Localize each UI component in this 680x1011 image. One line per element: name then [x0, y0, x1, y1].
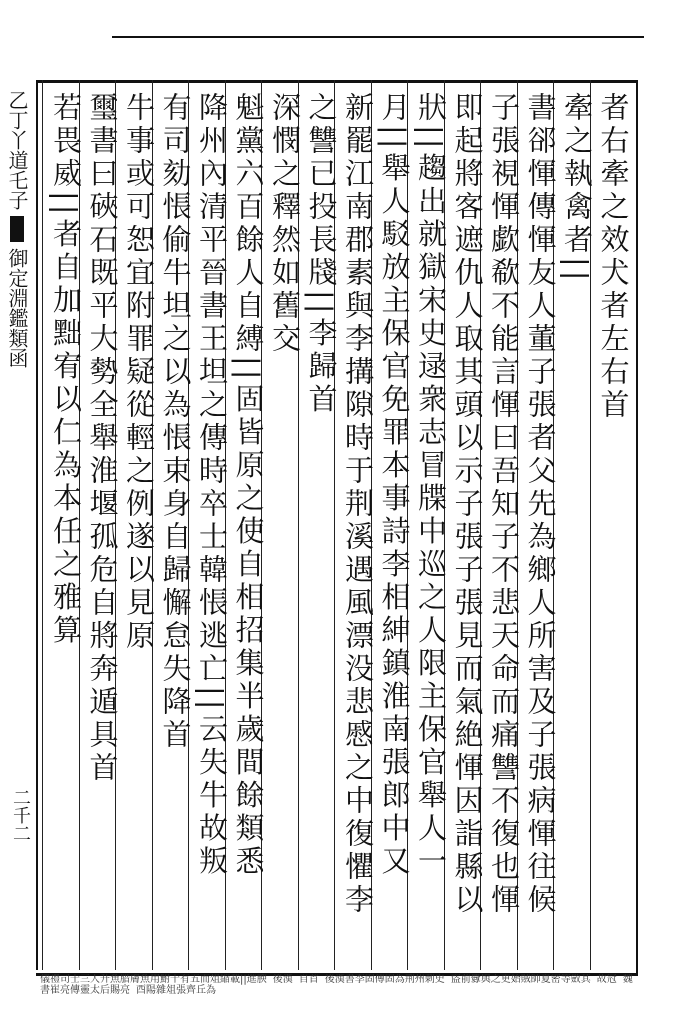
- inline-note: 儀禮司士三人升魚腊膚魚用鮒十有五而俎縮載||進腴: [40, 974, 267, 985]
- page-left-edge: [36, 80, 38, 970]
- column-text: 書郤惲傳惲友人董子張者父先為鄉人所害及子張病惲往候: [523, 92, 558, 917]
- column-text: 狀||趨出就獄宋史逯衆志冒牒中巡之人限主保官舉人一: [414, 92, 448, 879]
- inline-note: 故冠: [596, 974, 617, 985]
- column-text: 牽之執禽者||: [560, 92, 594, 285]
- column-text: 者右牽之效犬者左右首: [596, 92, 631, 422]
- spine-fishtail-mark: [10, 216, 24, 242]
- column-text: 牛事或可恕宜附罪疑從輕之例遂以見原: [122, 92, 156, 653]
- column-text: 新罷江南郡素與李搆隙時于荆溪遇風漂没悲慼之中復懼李: [341, 92, 375, 917]
- inline-note: 自首: [298, 974, 319, 985]
- inline-note: 酉陽雜俎張齊丘為: [136, 985, 216, 996]
- column-text: 降州內清平晉書王坦之傳時卒士韓悵逃亡||云失牛故叛: [195, 92, 229, 879]
- spine-title: 御定淵鑑類函: [5, 248, 29, 368]
- inline-note: 盜前釁與之更始賊帥夏密等斂其: [450, 974, 591, 985]
- column-text: 即起將客遮仇人取其頭以示子張子張見而氣絶惲因詣縣以: [450, 92, 485, 917]
- column-text: 深憫之釋然如舊交: [268, 92, 302, 356]
- book-spine: [2, 90, 32, 630]
- inline-notes: [40, 974, 640, 1008]
- column-text: 有司劾悵偷牛坦之以為悵束身自歸懈怠失降首: [158, 92, 193, 752]
- inline-note: 後漢: [272, 974, 293, 985]
- column-text: 月||舉人駁放主保官免罪本事詩李相紳鎮淮南張郎中又: [377, 92, 412, 879]
- inline-note: 魏書崔亮傳靈太后賜亮: [40, 974, 633, 996]
- column-text: 之讐已投長牋||李歸首: [304, 92, 339, 417]
- column-text: 若畏威||者自加黜宥以仁為本任之雅算: [49, 92, 83, 648]
- column-text: 魁黨六百餘人自縛||固皆原之使自相招集半歲間餘類悉: [231, 92, 266, 879]
- column-divider: [42, 80, 43, 970]
- text-column: [44, 92, 88, 962]
- spine-text-top: 乙丁丫道乇子: [5, 90, 29, 210]
- column-text: 子張視惲歔欷不能言惲曰吾知子不悲天命而痛讐不復也惲: [487, 92, 521, 917]
- inline-note: 後漢書李固傳固為荆州刺史: [324, 974, 445, 985]
- page-number: 二千二: [10, 788, 31, 842]
- column-text: 璽書曰硤石既平大勢全舉淮堰孤危自將奔遁具首: [85, 92, 120, 785]
- top-rule: [112, 36, 644, 38]
